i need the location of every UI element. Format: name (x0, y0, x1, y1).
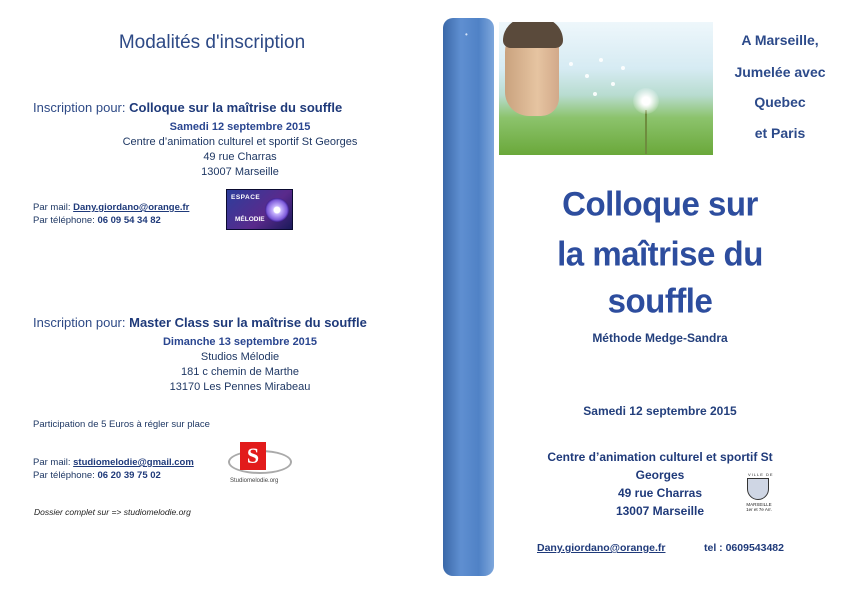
venue-line-1: Centre d’animation culturel et sportif St (547, 450, 773, 464)
registration-colloque-heading (33, 100, 342, 115)
contact-phone: tel : 0609543482 (704, 542, 784, 554)
crest-top-text: VILLE DE (748, 472, 774, 477)
colloque-mail-link[interactable]: Dany.giordano@orange.fr (73, 202, 190, 213)
contact-mail-link[interactable]: Dany.giordano@orange.fr (537, 542, 666, 554)
colloque-city: 13007 Marseille (201, 166, 279, 178)
bar-dot-icon: • (465, 30, 468, 39)
venue-line-4: 13007 Marseille (615, 504, 705, 518)
colloque-street: 49 rue Charras (203, 151, 277, 163)
seed (569, 62, 573, 66)
seed (593, 92, 597, 96)
marseille-crest (739, 472, 779, 512)
method-subtitle: Méthode Medge-Sandra (592, 331, 728, 345)
phone-label: Par téléphone: (33, 470, 98, 481)
logo-text-melodie: MÉLODIE (235, 216, 265, 223)
venue-line-2: Georges (635, 468, 685, 482)
masterclass-mail-link[interactable]: studiomelodie@gmail.com (73, 457, 194, 468)
decorative-blue-bar (443, 18, 494, 576)
masterclass-date: Dimanche 13 septembre 2015 (162, 336, 318, 348)
child-blowing-dandelion-photo (499, 22, 713, 155)
dandelion-stem (645, 110, 647, 154)
masterclass-city: 13170 Les Pennes Mirabeau (169, 381, 311, 393)
city-line-4: et Paris (754, 125, 806, 141)
colloque-date: Samedi 12 septembre 2015 (169, 121, 311, 133)
crest-bottom-text (746, 502, 772, 512)
main-title-line-1: Colloque sur (562, 184, 758, 223)
masterclass-venue: Studios Mélodie (200, 351, 280, 363)
masterclass-venue-block (60, 335, 420, 395)
registration-event-name: Master Class sur la maîtrise du souffle (129, 315, 367, 330)
registration-title: Modalités d'inscription (118, 32, 306, 53)
seed (599, 58, 603, 62)
crest-city: MARSEILLE (746, 502, 772, 507)
masterclass-contact (33, 456, 194, 482)
mail-label: Par mail: (33, 457, 74, 468)
mail-label: Par mail: (33, 202, 74, 213)
main-title-line-3: souffle (607, 281, 713, 320)
seed (611, 82, 615, 86)
participation-fee: Participation de 5 Euros à régler sur place (33, 419, 210, 430)
phone-label: Par téléphone: (33, 215, 98, 226)
child-hair (503, 22, 563, 48)
main-title-line-2: la maîtrise du (557, 234, 763, 273)
city-line-1: A Marseille, (741, 32, 819, 48)
logo-caption: Studiomelodie.org (230, 478, 279, 484)
seed (585, 74, 589, 78)
logo-letter-s: S (240, 442, 266, 470)
registration-prefix: Inscription pour: (33, 315, 130, 330)
crest-district: 1er et 7e Arr. (746, 507, 772, 512)
crest-shield-icon (747, 478, 769, 500)
masterclass-street: 181 c chemin de Marthe (180, 366, 299, 378)
cd-disc-icon (265, 198, 289, 222)
masterclass-phone: 06 20 39 75 02 (97, 470, 161, 481)
colloque-phone: 06 09 54 34 82 (97, 215, 161, 226)
dandelion-puff (633, 88, 659, 114)
city-line-3: Quebec (754, 94, 806, 110)
registration-masterclass-heading (33, 315, 367, 330)
full-file-note: Dossier complet sur => studiomelodie.org (34, 507, 191, 517)
colloque-contact (33, 201, 189, 227)
studio-melodie-logo (226, 442, 294, 486)
colloque-venue-block (60, 120, 420, 180)
seed (621, 66, 625, 70)
venue-line-3: 49 rue Charras (617, 486, 703, 500)
espace-melodie-logo (226, 189, 293, 230)
city-line-2: Jumelée avec (734, 64, 826, 80)
colloque-venue: Centre d’animation culturel et sportif St Georges (122, 136, 358, 148)
registration-event-name: Colloque sur la maîtrise du souffle (129, 100, 343, 115)
event-date: Samedi 12 septembre 2015 (583, 404, 737, 418)
logo-text-espace: ESPACE (231, 194, 261, 201)
registration-prefix: Inscription pour: (33, 100, 130, 115)
